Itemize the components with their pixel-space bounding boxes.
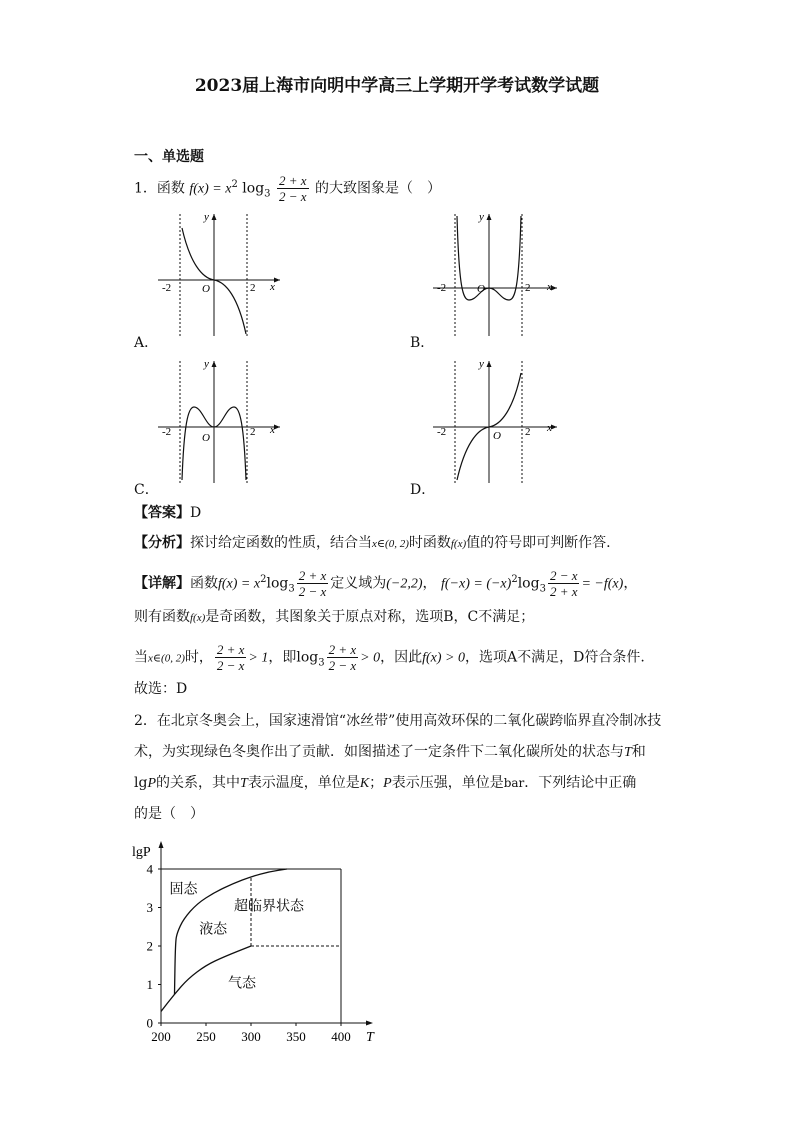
q1-choice: 故选：D [134,681,188,697]
y-tick-label: 2 [146,938,153,954]
pos2-label: 2 [525,282,531,294]
option-c[interactable]: C． [134,482,159,498]
y-axis-label: y [204,211,209,223]
neg2-label: -2 [437,426,447,438]
q1-stem: 1．函数 $f(x) = x^2$ $\log_3$ $\frac{2 + x}{2 - x}$ 的大致图象是（ ） [134,173,441,204]
q1-number: 1． [134,180,157,197]
origin-label: O [493,430,501,442]
option-a-graph [150,208,290,338]
y-axis-label: y [479,211,484,223]
neg2-label: -2 [162,426,172,438]
phase-diagram-chart [130,835,390,1050]
option-a[interactable]: A． [134,335,159,351]
option-d-graph [425,355,565,485]
option-c-graph [150,355,290,485]
q1-detail: 【详解】函数$f(x) = x^2\log_3$ $\frac{2 + x}{2 - x}$ 定义域为(−2,2)， $f(-x) = (-x)^2\log_3$ $\frac{2 - x}{2 + x}$ = −f(x)， [134,568,638,599]
x-axis-label: x [547,422,552,434]
region-label: 气态 [228,976,256,992]
q1-detail-line2: 则有函数f(x)是奇函数，其图象关于原点对称，选项B，C不满足； [134,609,535,625]
x-axis-arrow [366,1021,373,1026]
y-axis-label: y [479,358,484,370]
q2-line4: 的是（ ） [134,806,204,822]
x-tick-label: 350 [286,1029,306,1044]
q1-fraction: $\frac{2 + x}{2 - x}$ [279,173,307,204]
q2-line2: 术，为实现绿色冬奥作出了贡献．如图描述了一定条件下二氧化碳所处的状态与T和 [134,744,646,760]
x-tick-label: 400 [331,1029,351,1044]
y-tick-label: 0 [146,1015,153,1031]
page-title: 2023届上海市向明中学高三上学期开学考试数学试题 [194,76,600,96]
y-tick-label: 1 [146,977,153,992]
x-tick-label: 300 [241,1029,261,1044]
q1-analysis: 【分析】探讨给定函数的性质，结合当x∈(0, 2)时函数f(x)值的符号即可判断作答. [134,535,611,551]
x-tick-label: 200 [151,1029,171,1044]
pos2-label: 2 [525,426,531,438]
option-b[interactable]: B． [410,335,435,351]
neg2-label: -2 [162,282,172,294]
y-tick-label: 3 [146,900,153,915]
q1-func: f(x) = x [189,181,232,197]
neg2-label: -2 [437,282,447,294]
x-axis-label: x [270,281,275,293]
origin-label: O [202,283,210,295]
q1-detail-line3: 当x∈(0, 2)时， $\frac{2 + x}{2 - x}$ > 1，即$\log_3$ $\frac{2 + x}{2 - x}$ > 0，因此f(x) > 0，选项A不满足，D符合条件. [134,642,645,673]
y-axis-label: y [204,358,209,370]
option-d[interactable]: D． [410,482,436,498]
q2-line3: lgP的关系，其中T表示温度，单位是K；P表示压强，单位是bar．下列结论中正确 [134,775,637,791]
y-axis-title: lgP [132,845,151,860]
section-heading: 一、单选题 [134,149,204,165]
pos2-label: 2 [250,282,256,294]
origin-label: O [477,283,485,295]
y-axis-arrow [159,841,164,848]
pos2-label: 2 [250,426,256,438]
origin-label: O [202,432,210,444]
region-label: 液态 [199,922,228,938]
q1-answer: 【答案】D [134,505,202,521]
region-label: 固态 [169,882,198,898]
x-tick-label: 250 [196,1029,216,1044]
x-axis-label: x [270,424,275,436]
x-axis-title: T [366,1030,374,1045]
x-axis-label: x [547,281,552,293]
option-b-graph [425,208,565,338]
q2-line1: 2．在北京冬奥会上，国家速滑馆“冰丝带”使用高效环保的二氧化碳跨临界直冷制冰技 [134,713,662,729]
y-tick-label: 4 [146,861,153,877]
region-label: 超临界状态 [234,899,304,915]
